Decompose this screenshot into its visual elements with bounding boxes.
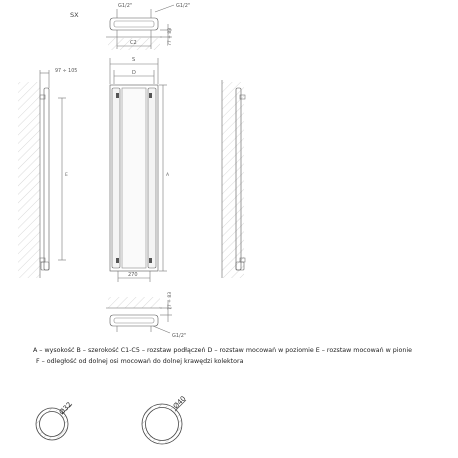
- front-view: [110, 85, 170, 282]
- wall-gap-label: 97 ÷ 105: [55, 69, 78, 74]
- g-right-top-label: G1/2": [176, 3, 191, 9]
- width-dimensions: [110, 57, 158, 84]
- g-left-top-label: G1/2": [118, 3, 133, 9]
- left-side-view: [18, 68, 77, 278]
- a-label: A: [166, 173, 170, 178]
- bottom-view: [106, 292, 186, 339]
- offset-top-label: 77 ÷ 83: [168, 27, 173, 46]
- legend-line-2: F – odległość od dolnej osi mocowań do dolnej krawędzi kolektora: [36, 358, 244, 365]
- front-left-tube: [112, 88, 120, 268]
- front-inner-panel: [122, 88, 146, 268]
- tube-small-section: [36, 401, 74, 440]
- model-code: SX: [70, 11, 79, 19]
- s-label: S: [132, 57, 136, 63]
- right-side-view: [222, 80, 245, 278]
- d-label: D: [132, 70, 136, 76]
- g-bottom-label: G1/2": [172, 333, 187, 339]
- bottom-wall-hatch: [108, 297, 160, 308]
- inner-width-label: 270: [128, 272, 138, 278]
- tube-small-label: Ø32: [57, 400, 74, 417]
- tube-large-label: Ø40: [171, 394, 188, 411]
- c2-label: C2: [130, 40, 137, 46]
- e-label: E: [65, 173, 68, 178]
- front-right-tube: [148, 88, 156, 268]
- top-view: [106, 3, 190, 50]
- left-wall-hatch: [18, 82, 40, 278]
- tube-large-section: [142, 395, 188, 444]
- legend-line-1: A – wysokość B – szerokość C1-C5 – rozstaw podłączeń D – rozstaw mocowań w poziomie E – rozstaw mocowań w pionie: [33, 347, 412, 354]
- offset-bottom-label: 77 ÷ 83: [168, 291, 173, 310]
